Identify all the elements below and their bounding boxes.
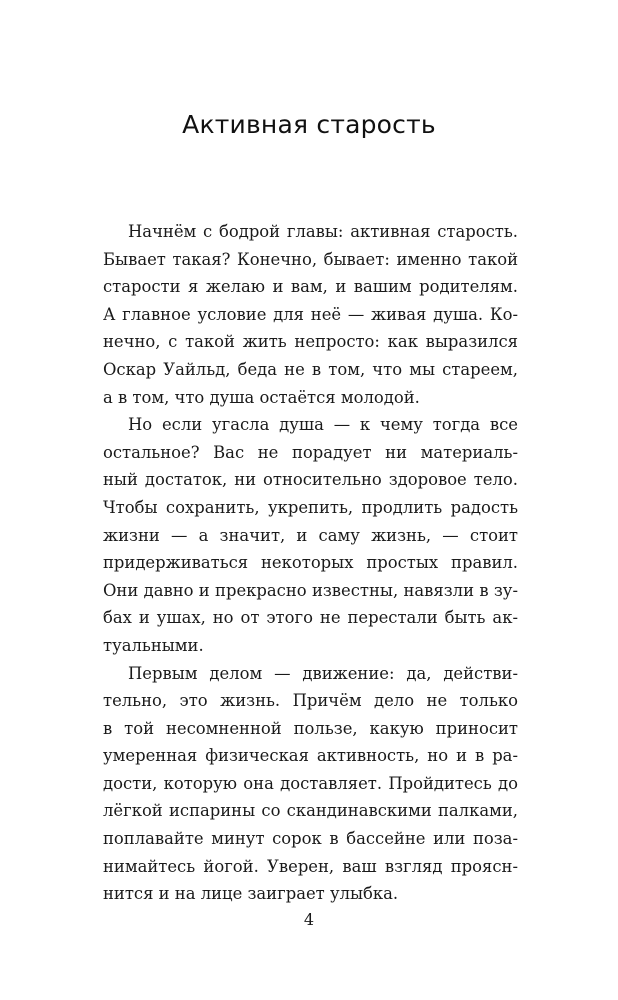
paragraph	[103, 660, 518, 908]
text-line: Начнём с бодрой главы: активная старость.	[128, 222, 518, 241]
text-line: нится и на лице заиграет улыбка.	[103, 884, 399, 904]
chapter-title: Активная старость	[182, 110, 436, 139]
paragraph	[103, 411, 518, 659]
text-line: в той несомненной пользе, какую приносит	[103, 718, 518, 738]
text-line: ный достаток, ни относительно здоровое тело.	[103, 470, 518, 490]
text-line: Но если угасла душа — к чему тогда все	[128, 415, 518, 435]
text-line: жизни — а значит, и саму жизнь, — стоит	[103, 525, 518, 545]
text-line: Они давно и прекрасно известны, навязли в зу-	[103, 580, 518, 600]
text-line: Первым делом — движение: да, действи-	[128, 663, 518, 683]
text-line: дости, которую она доставляет. Пройдитесь до	[103, 773, 518, 793]
text-line: нечно, с такой жить непросто: как выразился	[103, 332, 518, 352]
text-line: умеренная физическая активность, но и в ра-	[103, 746, 518, 766]
text-line: туальными.	[103, 635, 204, 655]
text-line: нимайтесь йогой. Уверен, ваш взгляд проясн-	[103, 856, 518, 876]
text-line: поплавайте минут сорок в бассейне или поза-	[103, 829, 518, 849]
text-line: тельно, это жизнь. Причём дело не только	[103, 691, 518, 711]
text-line: Оскар Уайльд, беда не в том, что мы стареем,	[103, 359, 518, 379]
text-line: Бывает такая? Конечно, бывает: именно такой	[103, 249, 518, 269]
text-line: старости я желаю и вам, и вашим родителям.	[103, 277, 518, 297]
text-line: Чтобы сохранить, укрепить, продлить радость	[103, 497, 518, 517]
text-line: А главное условие для неё — живая душа. Ко-	[103, 304, 518, 324]
text-line: бах и ушах, но от этого не перестали быть ак-	[103, 608, 518, 628]
text-line: придерживаться некоторых простых правил.	[103, 553, 518, 573]
text-line: лёгкой испарины со скандинавскими палками,	[103, 801, 518, 821]
body-text	[103, 218, 518, 908]
page-number: 4	[303, 910, 315, 929]
text-line: а в том, что душа остаётся молодой.	[103, 387, 420, 407]
paragraph	[103, 218, 518, 411]
text-line: остальное? Вас не порадует ни материаль-	[103, 442, 518, 462]
